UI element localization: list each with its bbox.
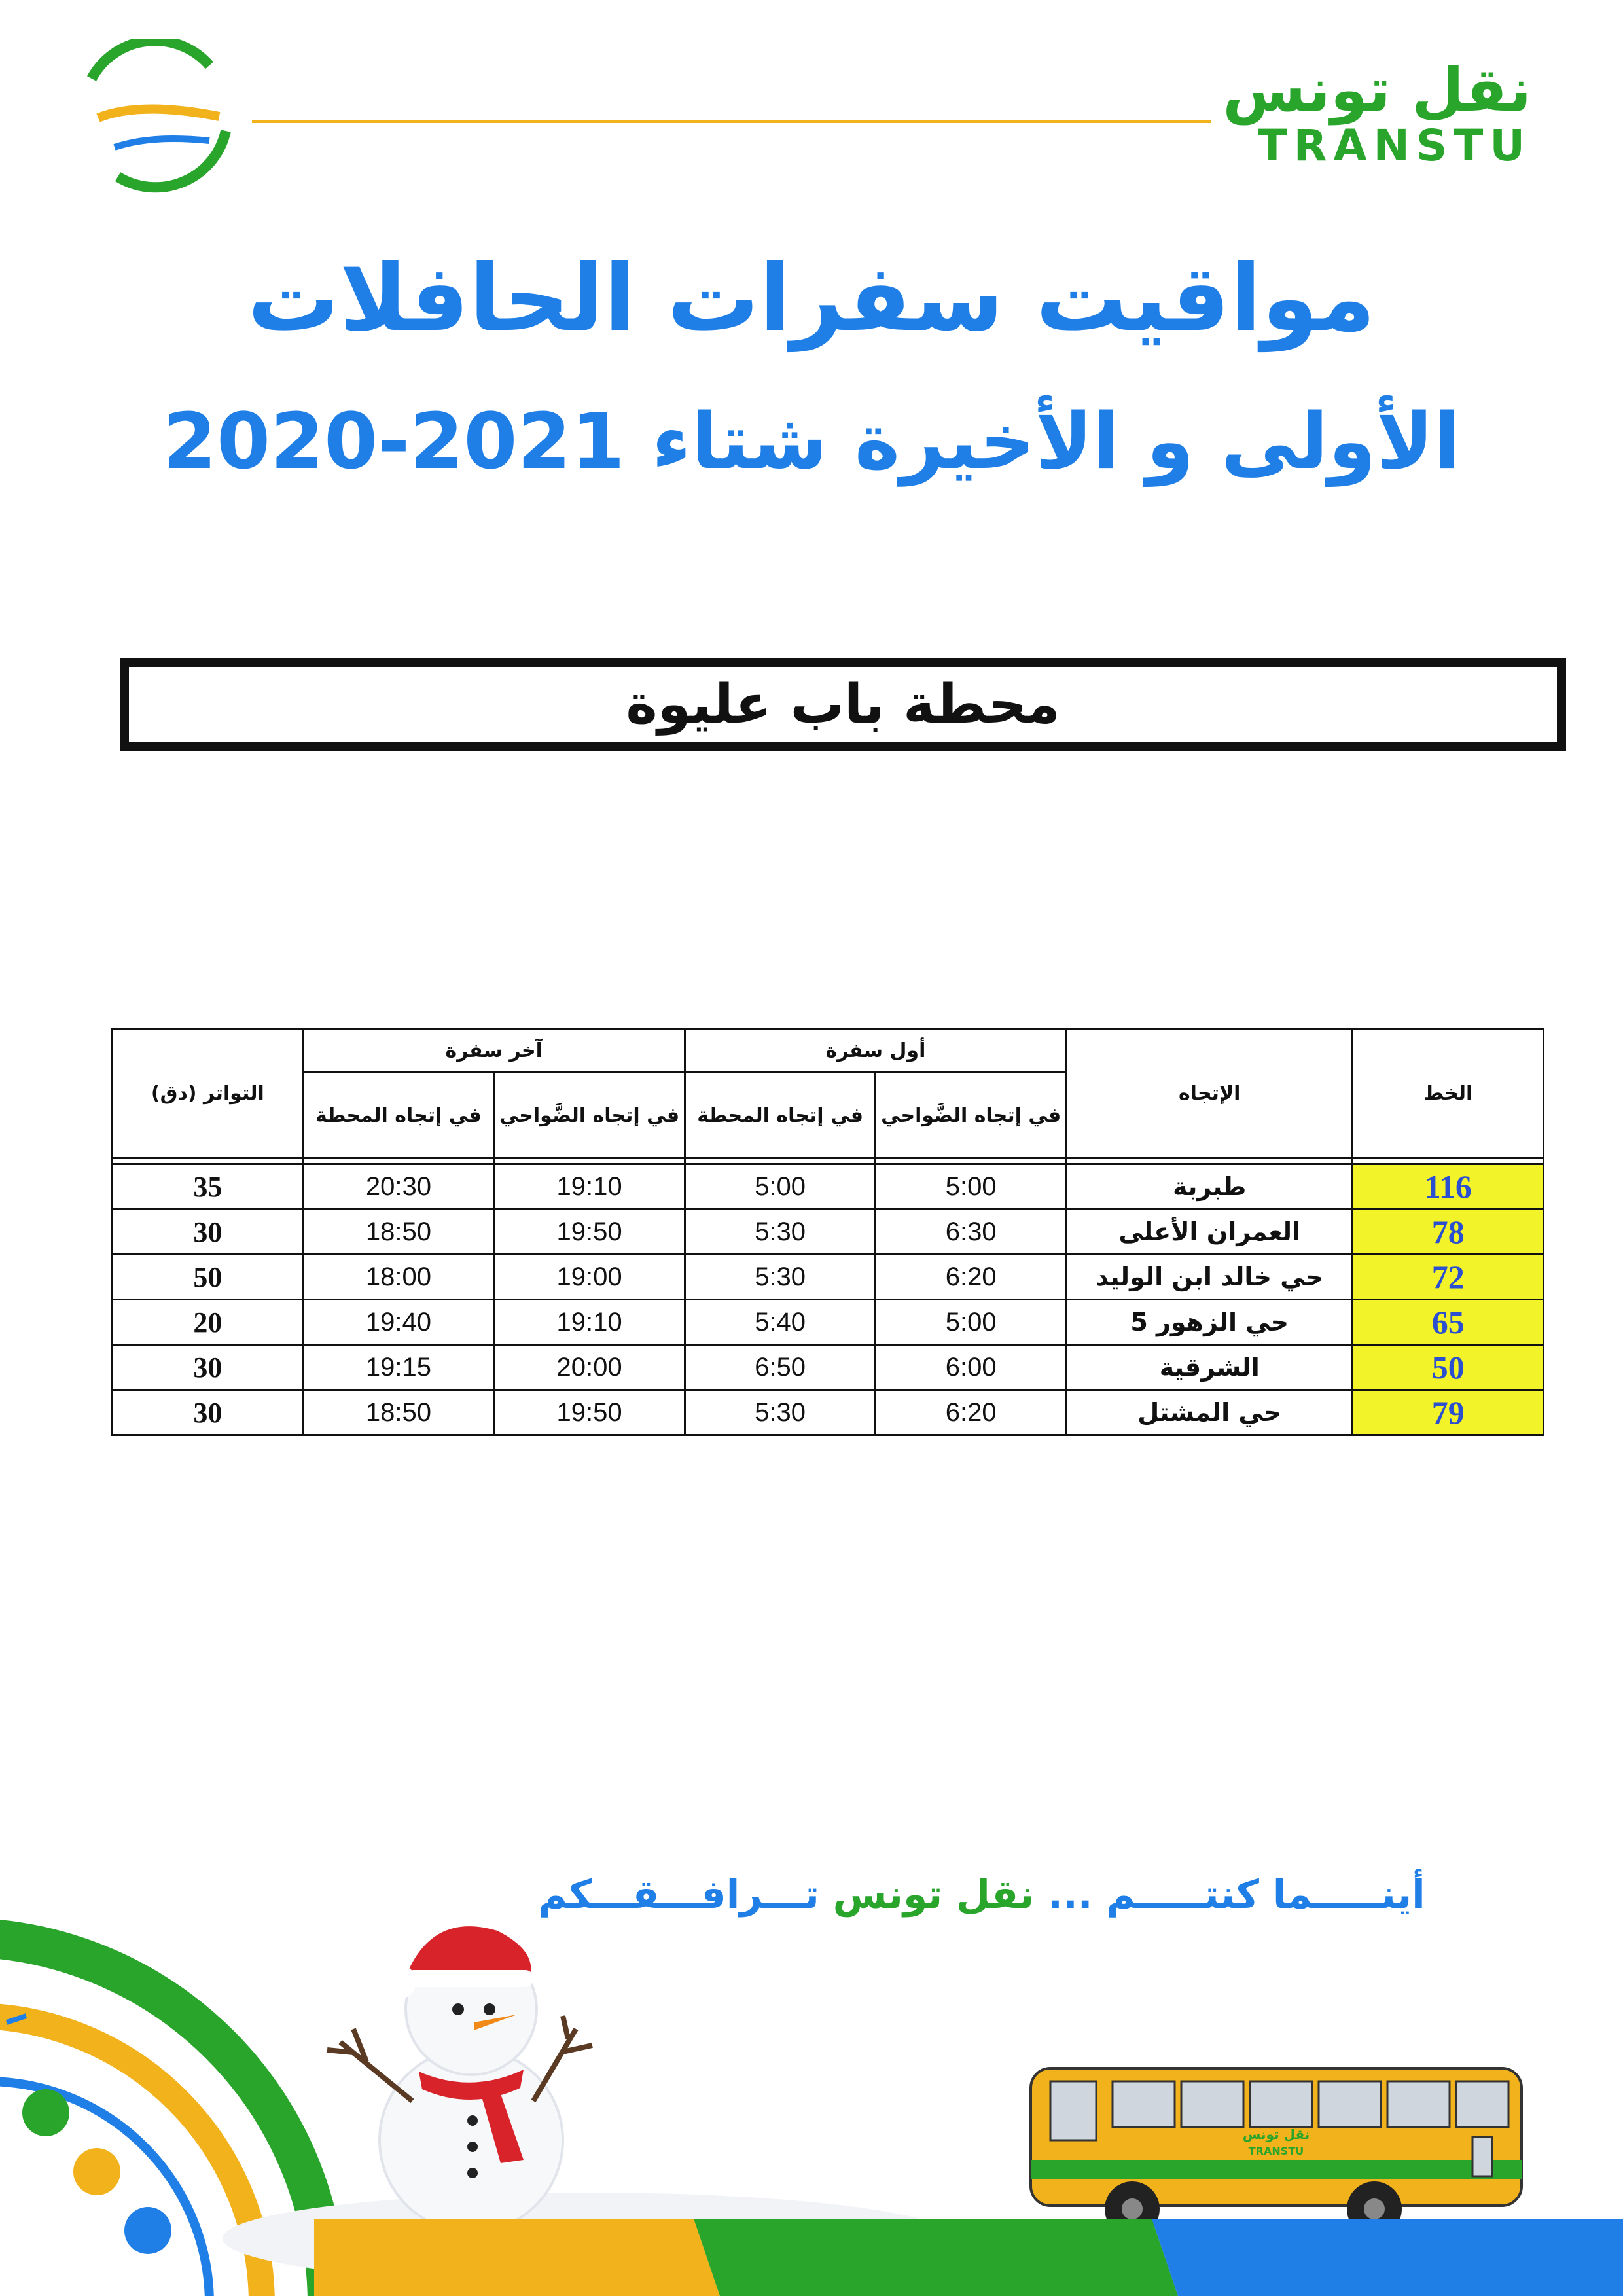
line-number: 50 xyxy=(1353,1345,1544,1390)
first-to-suburbs: 6:00 xyxy=(876,1345,1067,1390)
frequency: 20 xyxy=(113,1300,304,1345)
snowman-illustration xyxy=(327,1926,592,2232)
page-title: مواقيت سفرات الحافلات xyxy=(247,245,1376,352)
header-line: الخط xyxy=(1353,1029,1544,1158)
frequency: 30 xyxy=(113,1390,304,1435)
first-to-station: 5:00 xyxy=(685,1164,876,1210)
last-to-station: 19:40 xyxy=(303,1300,494,1345)
bus-illustration xyxy=(1031,2068,1522,2236)
footer-band xyxy=(314,2219,1623,2296)
last-to-station: 18:00 xyxy=(303,1255,494,1300)
bus-brand-ar: نقل تونس xyxy=(1242,2126,1310,2142)
table-row xyxy=(113,1345,1544,1390)
first-to-suburbs: 6:30 xyxy=(876,1210,1067,1255)
first-to-suburbs: 5:00 xyxy=(876,1164,1067,1210)
last-to-suburbs: 19:10 xyxy=(494,1300,685,1345)
first-to-suburbs: 6:20 xyxy=(876,1255,1067,1300)
line-number: 65 xyxy=(1353,1300,1544,1345)
destination: الشرقية xyxy=(1067,1345,1353,1390)
frequency: 35 xyxy=(113,1164,304,1210)
destination: حي المشتل xyxy=(1067,1390,1353,1435)
slogan-part-1: أينـــــما كنتـــــم ... xyxy=(1048,1872,1425,1918)
dot-blue xyxy=(124,2207,171,2254)
slogan-part-3: تـــرافـــقـــكم xyxy=(538,1872,819,1918)
last-to-suburbs: 19:00 xyxy=(494,1255,685,1300)
first-to-suburbs: 5:00 xyxy=(876,1300,1067,1345)
destination: العمران الأعلى xyxy=(1067,1210,1353,1255)
brand-name-en: TRANSTU xyxy=(1257,120,1531,171)
first-to-station: 6:50 xyxy=(685,1345,876,1390)
header-first-to-station: في إتجاه المحطة xyxy=(685,1073,876,1158)
frequency: 30 xyxy=(113,1210,304,1255)
brand-name-ar: نقل تونس xyxy=(1222,55,1531,125)
header-frequency: التواتر (دق) xyxy=(113,1029,304,1158)
destination: طبربة xyxy=(1067,1164,1353,1210)
first-to-station: 5:30 xyxy=(685,1390,876,1435)
header-first-trip: أول سفرة xyxy=(685,1029,1066,1073)
first-to-station: 5:30 xyxy=(685,1255,876,1300)
slogan-brand: نقل تونس xyxy=(832,1872,1035,1918)
table-row xyxy=(113,1390,1544,1435)
table-row xyxy=(113,1255,1544,1300)
bottom-decoration xyxy=(0,1898,1623,2296)
line-number: 79 xyxy=(1353,1390,1544,1435)
header-first-to-suburbs: في إتجاه الضَّواحي xyxy=(876,1073,1067,1158)
last-to-station: 20:30 xyxy=(303,1164,494,1210)
dot-green xyxy=(22,2089,69,2136)
table-row xyxy=(113,1164,1544,1210)
station-name: محطة باب عليوة xyxy=(626,673,1060,736)
header-last-trip: آخر سفرة xyxy=(303,1029,685,1073)
first-to-station: 5:40 xyxy=(685,1300,876,1345)
page-subtitle: الأولى و الأخيرة شتاء 2021-2020 xyxy=(162,396,1461,486)
frequency: 30 xyxy=(113,1345,304,1390)
header-divider xyxy=(252,120,1211,123)
table-row xyxy=(113,1210,1544,1255)
last-to-station: 18:50 xyxy=(303,1210,494,1255)
station-box xyxy=(120,658,1566,751)
table-row xyxy=(113,1300,1544,1345)
first-to-suburbs: 6:20 xyxy=(876,1390,1067,1435)
last-to-station: 18:50 xyxy=(303,1390,494,1435)
frequency: 50 xyxy=(113,1255,304,1300)
destination: حي خالد ابن الوليد xyxy=(1067,1255,1353,1300)
last-to-suburbs: 19:10 xyxy=(494,1164,685,1210)
header-last-to-station: في إتجاه المحطة xyxy=(303,1073,494,1158)
dot-yellow xyxy=(73,2148,120,2195)
bus-brand-en: TRANSTU xyxy=(1248,2145,1304,2157)
line-number: 72 xyxy=(1353,1255,1544,1300)
last-to-suburbs: 19:50 xyxy=(494,1390,685,1435)
header-last-to-suburbs: في إتجاه الضَّواحي xyxy=(494,1073,685,1158)
last-to-suburbs: 19:50 xyxy=(494,1210,685,1255)
line-number: 78 xyxy=(1353,1210,1544,1255)
header-direction: الإتجاه xyxy=(1067,1029,1353,1158)
last-to-suburbs: 20:00 xyxy=(494,1345,685,1390)
schedule-table xyxy=(111,1028,1544,1436)
destination: حي الزهور 5 xyxy=(1067,1300,1353,1345)
last-to-station: 19:15 xyxy=(303,1345,494,1390)
line-number: 116 xyxy=(1353,1164,1544,1210)
transtu-logo-icon xyxy=(79,39,236,196)
first-to-station: 5:30 xyxy=(685,1210,876,1255)
